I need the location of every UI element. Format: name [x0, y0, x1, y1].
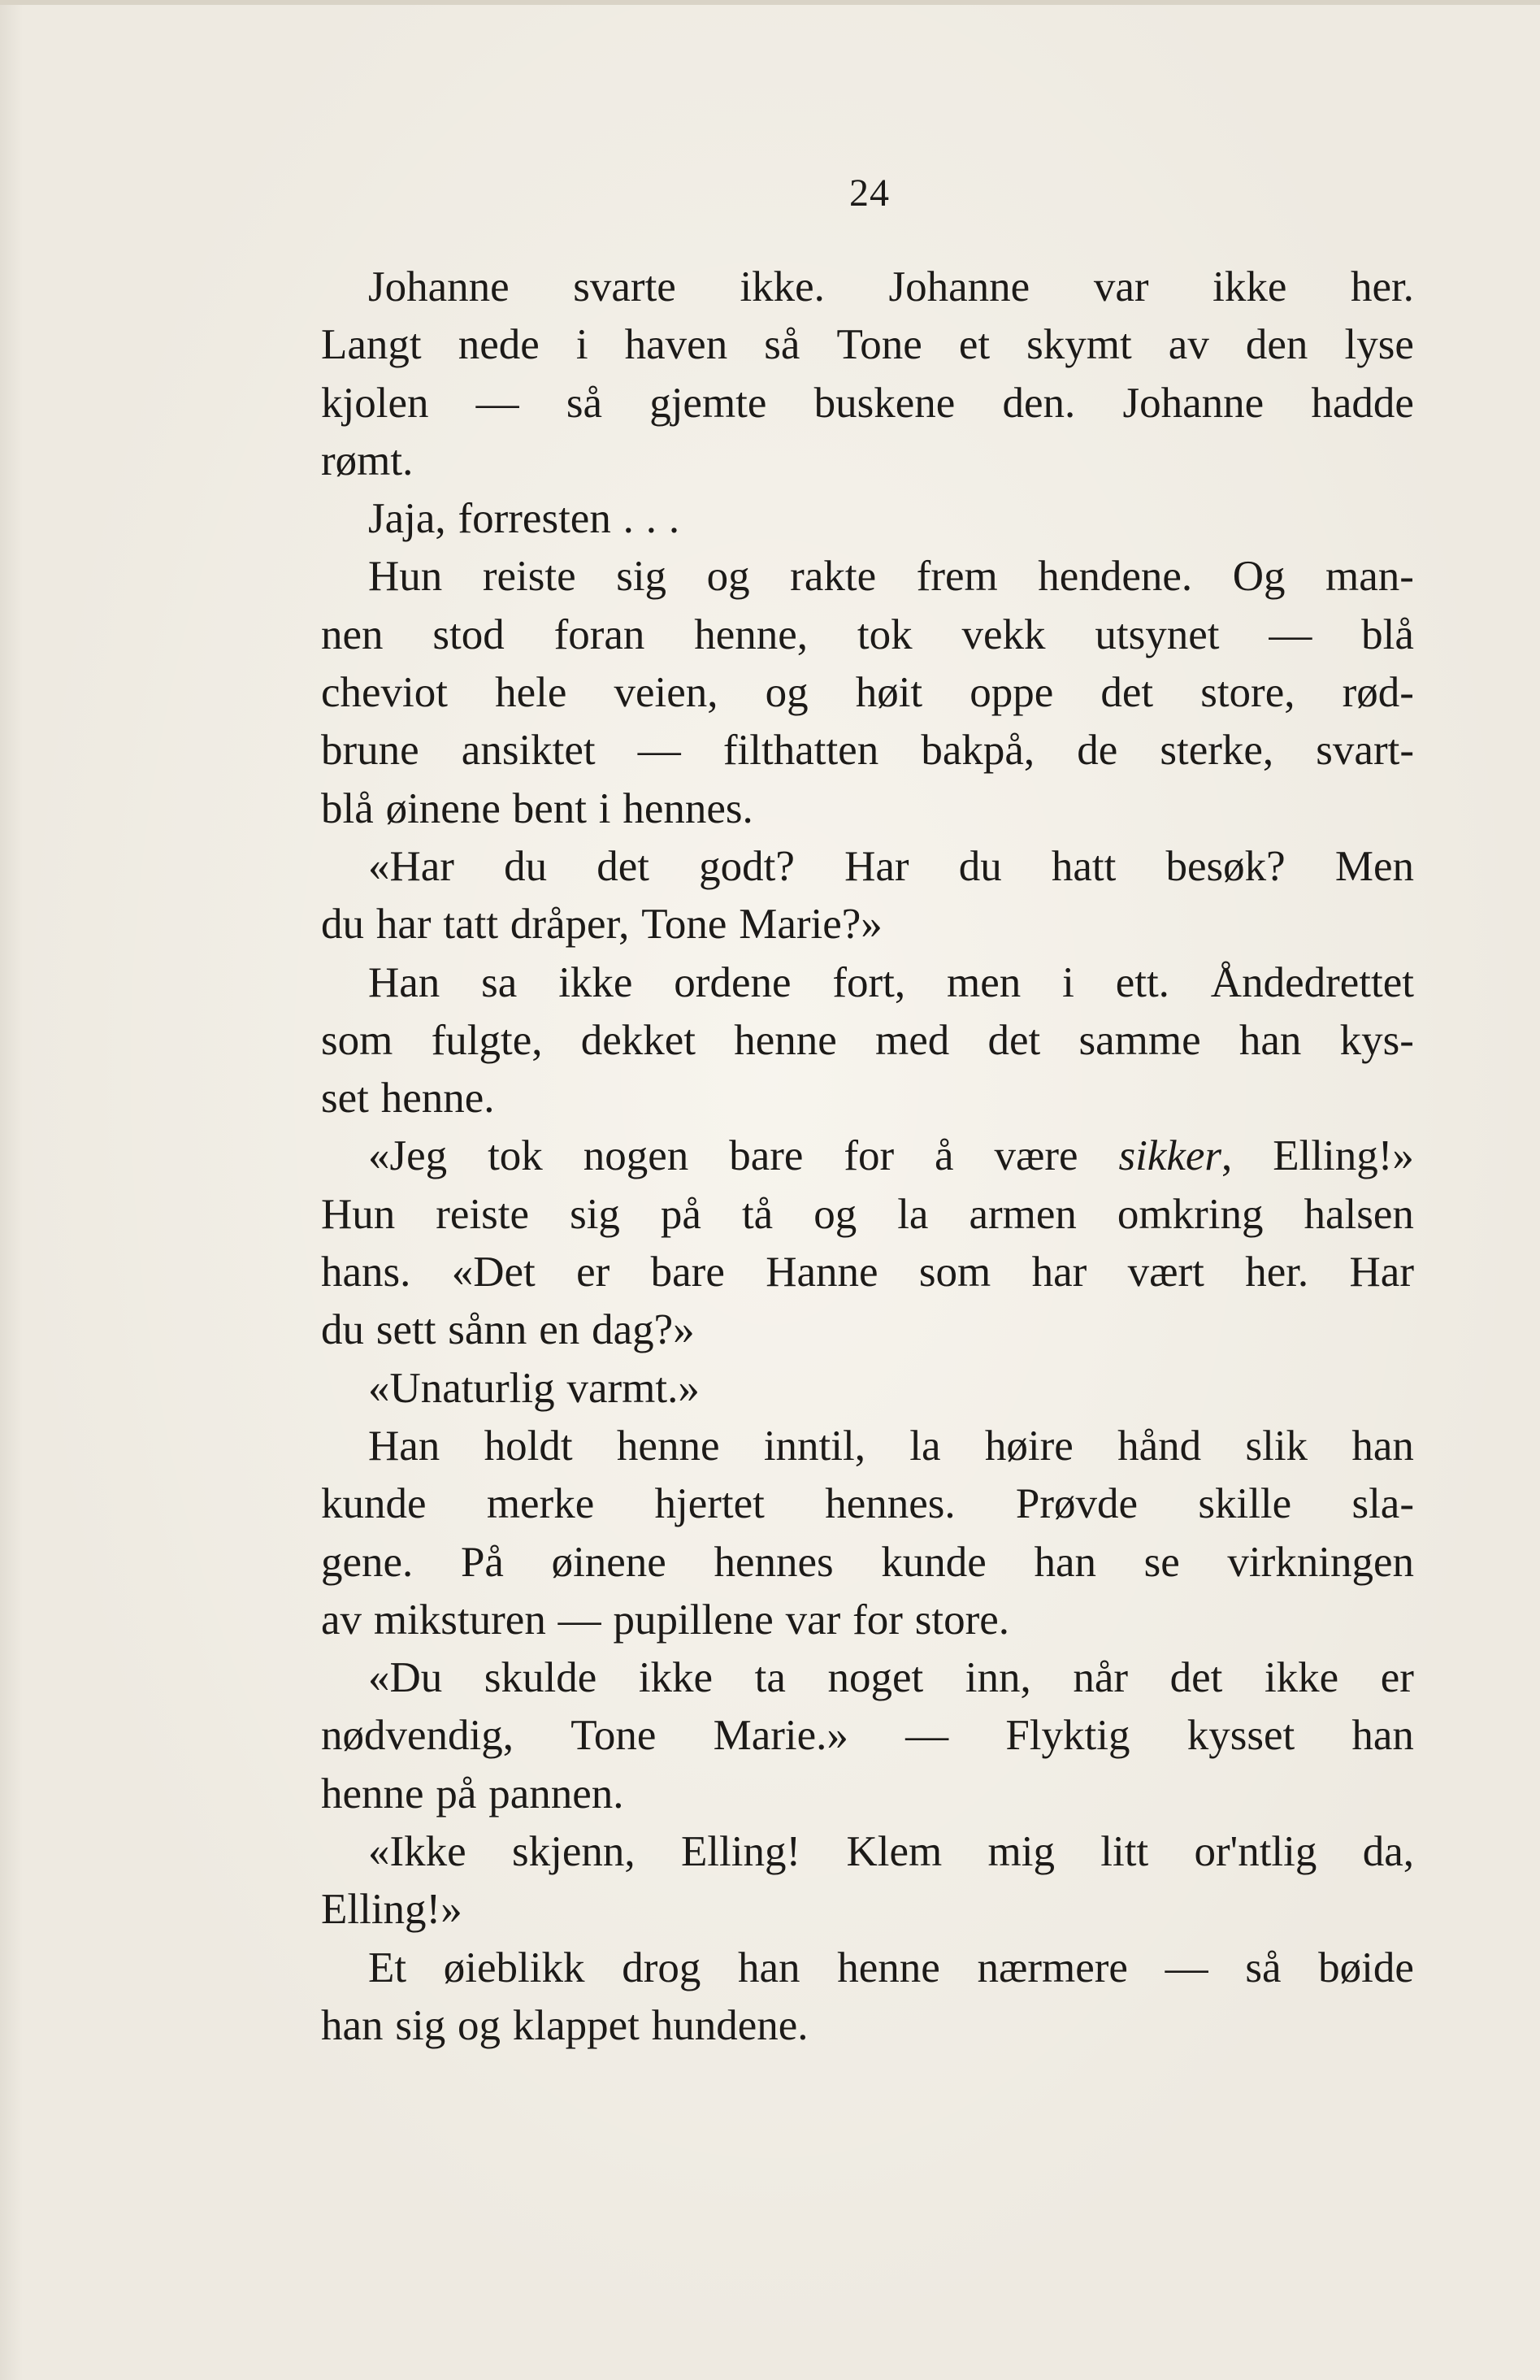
text-line: du sett sånn en dag?» [321, 1306, 695, 1354]
text-line: nødvendig, Tone Marie.» — Flyktig kysset han [321, 1712, 1414, 1760]
text-line: «Du skulde ikke ta noget inn, når det ikke er [368, 1654, 1414, 1702]
text-line: henne på pannen. [321, 1770, 624, 1818]
text-line: «Har du det godt? Har du hatt besøk? Men [368, 842, 1414, 890]
text-line: Et øieblikk drog han henne nærmere — så bøide [368, 1944, 1414, 1991]
text-line: Hun reiste sig og rakte frem hendene. Og man- [368, 553, 1414, 601]
text-line: Han sa ikke ordene fort, men i ett. Åndedrettet [368, 958, 1414, 1006]
text-line: du har tatt dråper, Tone Marie?» [321, 901, 883, 949]
text-line: som fulgte, dekket henne med det samme han kys- [321, 1016, 1414, 1064]
text-line: kunde merke hjertet hennes. Prøvde skille sla- [321, 1480, 1414, 1528]
page-number: 24 [849, 172, 890, 215]
text-line: kjolen — så gjemte buskene den. Johanne hadde [321, 379, 1414, 427]
text-line: nen stod foran henne, tok vekk utsynet — blå [321, 610, 1414, 658]
text-line: han sig og klappet hundene. [321, 2001, 809, 2049]
text-line: «Ikke skjenn, Elling! Klem mig litt or'ntlig da, [368, 1828, 1414, 1876]
text-line: Johanne svarte ikke. Johanne var ikke her. [368, 263, 1414, 311]
text-line: Langt nede i haven så Tone et skymt av den lyse [321, 321, 1414, 369]
text-line: «Jeg tok nogen bare for å være sikker, Elling!» [368, 1132, 1414, 1180]
text-line: Hun reiste sig på tå og la armen omkring halsen [321, 1190, 1414, 1238]
text-line: hans. «Det er bare Hanne som har vært her. Har [321, 1249, 1414, 1296]
text-line: Elling!» [321, 1886, 462, 1934]
text-line: rømt. [321, 436, 414, 484]
text-line: «Unaturlig varmt.» [368, 1364, 700, 1412]
text-line: gene. På øinene hennes kunde han se virkningen [321, 1538, 1414, 1586]
text-line: Han holdt henne inntil, la høire hånd slik han [368, 1422, 1414, 1470]
body-text [321, 258, 1414, 2055]
page-edge [0, 0, 1540, 5]
text-line: brune ansiktet — filthatten bakpå, de sterke, svart- [321, 727, 1414, 775]
text-line: Jaja, forresten . . . [368, 495, 680, 543]
text-line: av miksturen — pupillene var for store. [321, 1596, 1009, 1644]
text-line: set henne. [321, 1075, 495, 1123]
text-line: cheviot hele veien, og høit oppe det store, rød- [321, 669, 1414, 717]
text-line: blå øinene bent i hennes. [321, 784, 753, 832]
